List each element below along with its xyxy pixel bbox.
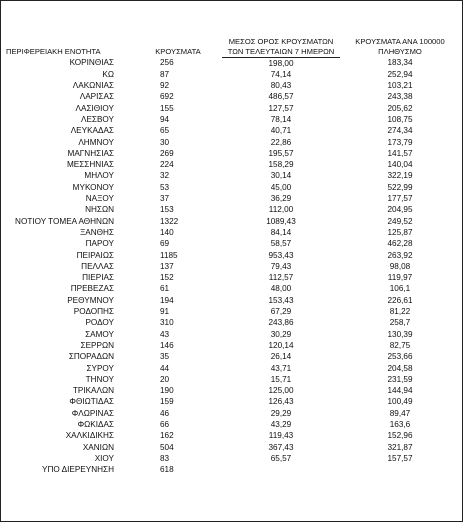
- table-row: [4, 340, 460, 351]
- region-cell: ΧΑΝΙΩΝ: [82, 442, 114, 452]
- region-cell: ΣΥΡΟΥ: [86, 363, 114, 373]
- avg-7d-cell: 80,43: [270, 81, 292, 91]
- avg-7d-cell: 84,14: [270, 227, 292, 237]
- table-row: [4, 385, 460, 396]
- header-per-100k: ΚΡΟΥΣΜΑΤΑ ΑΝΑ 100000 ΠΛΗΘΥΣΜΟ: [355, 37, 445, 56]
- per-100k-cell: 243,38: [387, 92, 413, 102]
- table-row: [4, 103, 460, 114]
- table-row: [4, 408, 460, 419]
- avg-7d-cell: 48,00: [270, 284, 292, 294]
- avg-7d-cell: 67,29: [270, 307, 292, 317]
- avg-7d-cell: 30,14: [270, 171, 292, 181]
- per-100k-cell: 140,04: [387, 160, 413, 170]
- per-100k-cell: 321,87: [387, 442, 413, 452]
- cases-cell: 1185: [160, 250, 178, 260]
- table-row: [4, 114, 460, 125]
- table-row: [4, 216, 460, 227]
- table-row: [4, 329, 460, 340]
- avg-7d-cell: 74,14: [270, 69, 292, 79]
- per-100k-cell: 253,66: [387, 352, 413, 362]
- region-cell: ΛΑΡΙΣΑΣ: [79, 92, 114, 102]
- table-row: [4, 363, 460, 374]
- region-cell: ΤΗΝΟΥ: [85, 374, 114, 384]
- table-row: [4, 125, 460, 136]
- region-cell: ΧΑΛΚΙΔΙΚΗΣ: [65, 431, 114, 441]
- cases-cell: 87: [160, 69, 170, 79]
- region-cell: ΛΕΣΒΟΥ: [80, 114, 114, 124]
- region-cell: ΧΙΟΥ: [94, 453, 114, 463]
- per-100k-cell: 183,34: [387, 58, 413, 68]
- region-cell: ΜΗΛΟΥ: [84, 171, 114, 181]
- per-100k-cell: 263,92: [387, 250, 413, 260]
- per-100k-cell: 98,08: [389, 261, 411, 271]
- cases-cell: 91: [160, 307, 170, 317]
- cases-cell: 256: [160, 58, 174, 68]
- cases-cell: 504: [160, 442, 174, 452]
- avg-7d-cell: 78,14: [270, 114, 292, 124]
- table-row: [4, 261, 460, 272]
- table-row: [4, 272, 460, 283]
- cases-cell: 140: [160, 227, 174, 237]
- per-100k-cell: 274,34: [387, 126, 413, 136]
- per-100k-cell: 89,47: [389, 408, 411, 418]
- region-cell: ΝΗΣΩΝ: [85, 205, 114, 215]
- region-cell: ΦΛΩΡΙΝΑΣ: [71, 408, 114, 418]
- region-cell: ΛΑΣΙΘΙΟΥ: [75, 103, 114, 113]
- table-row: [4, 396, 460, 407]
- cases-cell: 35: [160, 352, 170, 362]
- table-row: [4, 227, 460, 238]
- table-row: [4, 430, 460, 441]
- cases-cell: 44: [160, 363, 170, 373]
- avg-7d-cell: 1089,43: [266, 216, 296, 226]
- per-100k-cell: 144,94: [387, 386, 413, 396]
- cases-cell: 32: [160, 171, 170, 181]
- table-row: [4, 283, 460, 294]
- per-100k-cell: 205,62: [387, 103, 413, 113]
- avg-7d-cell: 126,43: [268, 397, 294, 407]
- avg-7d-cell: 40,71: [270, 126, 292, 136]
- per-100k-cell: 152,96: [387, 431, 413, 441]
- region-cell: ΣΠΟΡΑΔΩΝ: [68, 352, 114, 362]
- table-row: [4, 306, 460, 317]
- avg-7d-cell: 953,43: [268, 250, 294, 260]
- avg-7d-cell: 43,29: [270, 420, 292, 429]
- table-row: [4, 204, 460, 215]
- region-cell: ΠΙΕΡΙΑΣ: [82, 273, 114, 283]
- cases-cell: 155: [160, 103, 174, 113]
- region-cell: ΜΑΓΝΗΣΙΑΣ: [67, 148, 114, 158]
- table-row: [4, 57, 460, 69]
- region-cell: ΠΕΛΛΑΣ: [81, 261, 114, 271]
- table-row: [4, 238, 460, 249]
- per-100k-cell: 226,61: [387, 295, 413, 305]
- avg-7d-cell: 43,71: [270, 363, 292, 373]
- header-region: ΠΕΡΙΦΕΡΕΙΑΚΗ ΕΝΟΤΗΤΑ: [6, 47, 101, 56]
- table-row: [4, 295, 460, 306]
- region-cell: ΤΡΙΚΑΛΩΝ: [72, 386, 114, 396]
- region-cell: ΚΩ: [102, 69, 114, 79]
- cases-cell: 146: [160, 340, 174, 350]
- table-row: [4, 159, 460, 170]
- region-cell: ΜΕΣΣΗΝΙΑΣ: [66, 160, 114, 170]
- cases-cell: 310: [160, 318, 174, 328]
- avg-7d-cell: 120,14: [268, 340, 294, 350]
- cases-cell: 61: [160, 284, 170, 294]
- region-cell: ΡΕΘΥΜΝΟΥ: [67, 295, 114, 305]
- per-100k-cell: 106,1: [389, 284, 411, 294]
- avg-7d-cell: 36,29: [270, 194, 292, 204]
- avg-7d-cell: 158,29: [268, 160, 294, 170]
- per-100k-cell: 103,21: [387, 81, 413, 91]
- table-row: [4, 453, 460, 464]
- per-100k-cell: 177,57: [387, 194, 413, 204]
- table-row: [4, 182, 460, 193]
- avg-7d-cell: 15,71: [270, 374, 292, 384]
- per-100k-cell: [340, 464, 460, 475]
- cases-cell: 152: [160, 273, 174, 283]
- per-100k-cell: 119,97: [387, 273, 413, 283]
- cases-cell: 224: [160, 160, 174, 170]
- cases-cell: 190: [160, 386, 174, 396]
- per-100k-cell: 522,99: [387, 182, 413, 192]
- region-cell: ΜΥΚΟΝΟΥ: [72, 182, 114, 192]
- per-100k-cell: 130,39: [387, 329, 413, 339]
- region-cell: ΚΟΡΙΝΘΙΑΣ: [69, 58, 114, 68]
- table-header: [4, 33, 460, 57]
- avg-7d-cell: [222, 464, 340, 475]
- per-100k-cell: 82,75: [389, 340, 411, 350]
- avg-7d-cell: 119,43: [268, 431, 294, 441]
- region-cell: ΣΑΜΟΥ: [85, 329, 114, 339]
- avg-7d-cell: 22,86: [270, 137, 292, 147]
- per-100k-cell: 252,94: [387, 69, 413, 79]
- region-cell: ΛΑΚΩΝΙΑΣ: [72, 81, 114, 91]
- avg-7d-cell: 195,57: [268, 148, 294, 158]
- region-cell: ΠΕΙΡΑΙΩΣ: [76, 250, 114, 260]
- region-cell: ΡΟΔΟΥ: [85, 318, 114, 328]
- cases-cell: 159: [160, 397, 174, 407]
- header-cases: ΚΡΟΥΣΜΑΤΑ: [155, 47, 201, 56]
- cases-cell: 20: [160, 374, 170, 384]
- cases-cell: 43: [160, 329, 170, 339]
- avg-7d-cell: 367,43: [268, 442, 294, 452]
- per-100k-cell: 100,49: [387, 397, 413, 407]
- region-cell: ΛΕΥΚΑΔΑΣ: [70, 126, 114, 136]
- avg-7d-cell: 125,00: [268, 386, 294, 396]
- cases-cell: 618: [160, 465, 174, 475]
- cases-cell: 66: [160, 420, 170, 429]
- table-row: [4, 464, 460, 475]
- cases-cell: 162: [160, 431, 174, 441]
- avg-7d-cell: 26,14: [270, 352, 292, 362]
- per-100k-cell: 125,87: [387, 227, 413, 237]
- cases-cell: 1322: [160, 216, 179, 226]
- cases-cell: 153: [160, 205, 174, 215]
- region-cell: ΛΗΜΝΟΥ: [78, 137, 114, 147]
- avg-7d-cell: 29,29: [270, 408, 292, 418]
- region-cell: ΡΟΔΟΠΗΣ: [73, 307, 114, 317]
- per-100k-cell: 163,6: [389, 420, 411, 429]
- cases-cell: 194: [160, 295, 174, 305]
- cases-cell: 269: [160, 148, 174, 158]
- header-avg-7d: ΜΕΣΟΣ ΟΡΟΣ ΚΡΟΥΣΜΑΤΩΝ ΤΩΝ ΤΕΛΕΥΤΑΙΩΝ 7 ΗΜΕΡΩΝ: [222, 33, 340, 57]
- avg-7d-cell: 112,00: [268, 205, 294, 215]
- per-100k-cell: 258,7: [389, 318, 411, 328]
- table-row: [4, 193, 460, 204]
- avg-7d-cell: 45,00: [270, 182, 292, 192]
- region-cell: ΦΩΚΙΔΑΣ: [77, 420, 114, 429]
- per-100k-cell: 462,28: [387, 239, 413, 249]
- cases-cell: 46: [160, 408, 170, 418]
- avg-7d-cell: 79,43: [270, 261, 292, 271]
- table-row: [4, 91, 460, 102]
- table-row: [4, 148, 460, 159]
- per-100k-cell: 322,19: [387, 171, 413, 181]
- per-100k-cell: 157,57: [387, 453, 413, 463]
- avg-7d-cell: 243,86: [268, 318, 294, 328]
- cases-cell: 94: [160, 114, 170, 124]
- table-row: [4, 137, 460, 148]
- region-cell: ΣΕΡΡΩΝ: [80, 340, 114, 350]
- per-100k-cell: 108,75: [387, 114, 413, 124]
- cases-cell: 692: [160, 92, 174, 102]
- avg-7d-cell: 153,43: [268, 295, 294, 305]
- avg-7d-cell: 198,00: [268, 58, 294, 68]
- table-row: [4, 170, 460, 181]
- per-100k-cell: 204,58: [387, 363, 413, 373]
- table-row: [4, 317, 460, 328]
- region-cell: ΞΑΝΘΗΣ: [79, 227, 114, 237]
- per-100k-cell: 231,59: [387, 374, 413, 384]
- avg-7d-cell: 30,29: [270, 329, 292, 339]
- cases-cell: 137: [160, 261, 174, 271]
- table-row: [4, 442, 460, 453]
- cases-cell: 30: [160, 137, 170, 147]
- per-100k-cell: 249,52: [387, 216, 413, 226]
- avg-7d-cell: 65,57: [270, 453, 292, 463]
- table-body: [4, 57, 460, 475]
- region-cell: ΠΑΡΟΥ: [85, 239, 114, 249]
- region-cell: ΝΑΞΟΥ: [85, 194, 114, 204]
- region-cell: ΥΠΟ ΔΙΕΡΕΥΝΗΣΗ: [42, 465, 114, 475]
- per-100k-cell: 204,95: [387, 205, 413, 215]
- region-cell: ΠΡΕΒΕΖΑΣ: [70, 284, 114, 294]
- cases-cell: 69: [160, 239, 170, 249]
- table-row: [4, 250, 460, 261]
- per-100k-cell: 141,57: [387, 148, 413, 158]
- table-row: [4, 351, 460, 362]
- avg-7d-cell: 127,57: [268, 103, 294, 113]
- per-100k-cell: 81,22: [389, 307, 411, 317]
- covid-cases-table: [4, 33, 460, 475]
- avg-7d-cell: 486,57: [268, 92, 294, 102]
- table-row: [4, 69, 460, 80]
- cases-cell: 37: [160, 194, 170, 204]
- cases-cell: 53: [160, 182, 170, 192]
- table-row: [4, 419, 460, 430]
- cases-cell: 83: [160, 453, 170, 463]
- cases-cell: 65: [160, 126, 170, 136]
- cases-cell: 92: [160, 81, 170, 91]
- table-row: [4, 374, 460, 385]
- table-row: [4, 80, 460, 91]
- per-100k-cell: 173,79: [387, 137, 413, 147]
- region-cell: ΦΘΙΩΤΙΔΑΣ: [69, 397, 114, 407]
- avg-7d-cell: 58,57: [270, 239, 292, 249]
- avg-7d-cell: 112,57: [268, 273, 294, 283]
- region-cell: ΝΟΤΙΟΥ ΤΟΜΕΑ ΑΘΗΝΩΝ: [15, 216, 114, 226]
